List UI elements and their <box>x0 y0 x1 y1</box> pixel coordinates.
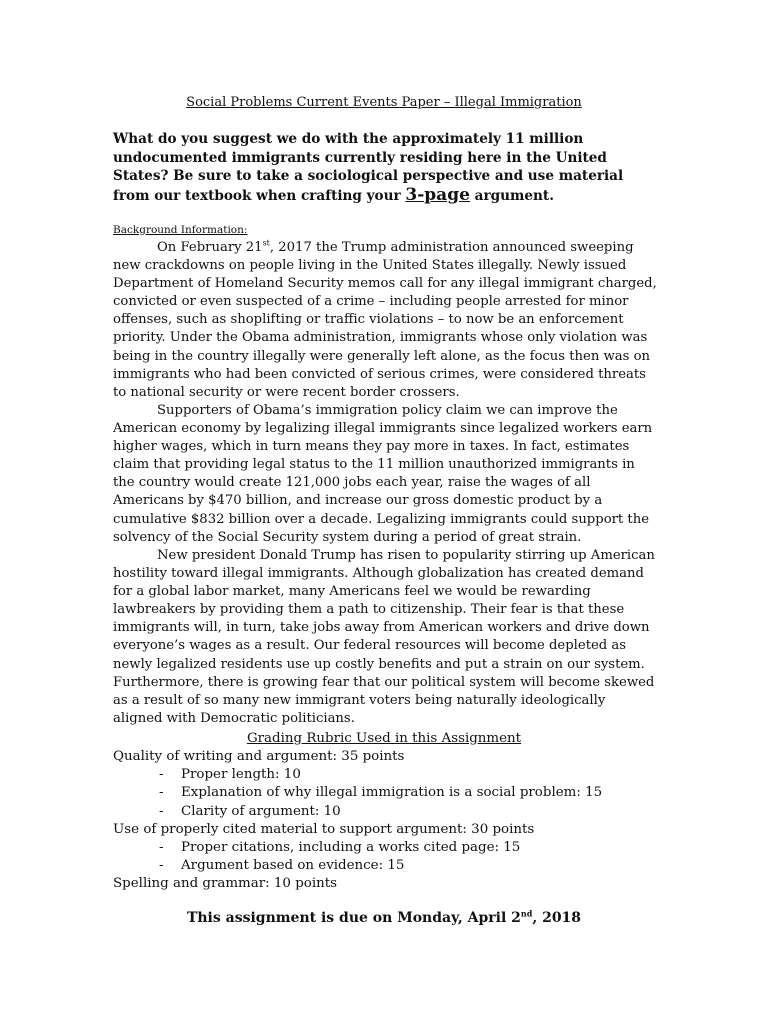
ordinal-suffix: nd <box>520 908 533 919</box>
assignment-prompt <box>113 130 653 205</box>
paragraph-2: Supporters of Obama’s immigration policy claim we can improve the American economy by legalizing illegal immigrants since legalized workers earn higher wages, which in turn means they pay more in taxes. In fact, estimates claim that providing legal status to the 11 million unauthorized immigrants in the country would create 121,000 jobs each year, raise the wages of all Americans by $470 billion, and increase our gross domestic product by a cumulative $832 billion over a decade. Legalizing immigrants could support the solvency of the Social Security system during a period of great strain. <box>113 403 653 545</box>
rubric-item: - Clarity of argument: 10 <box>159 803 341 819</box>
grading-rubric <box>113 748 673 894</box>
rubric-item: - Explanation of why illegal immigration is a social problem: 15 <box>159 785 603 801</box>
rubric-item: - Proper length: 10 <box>159 767 301 783</box>
rubric-item: - Proper citations, including a works cited page: 15 <box>159 840 521 856</box>
background-label: Background Information: <box>113 224 248 236</box>
rubric-category-spelling: Spelling and grammar: 10 points <box>113 876 337 892</box>
rubric-item: - Argument based on evidence: 15 <box>159 858 405 874</box>
ordinal-suffix: st <box>262 238 270 248</box>
rubric-category-quality: Quality of writing and argument: 35 points <box>113 749 405 764</box>
paragraph-1-rest: , 2017 the Trump administration announced sweeping new crackdowns on people living in the United States illegally. Newly issued Department of Homeland Security memos call for any illegal immigrant charged, convicted or even suspected of a crime – including people arrested for minor offenses, such as shoplifting or traffic violations – to now be an enforcement priority. Under the Obama administration, immigrants whose only violation was being in the country illegally were generally left alone, as the focus then was on immigrants who had been convicted of serious crimes, were considered threats to national security or were recent border crossers. <box>113 240 657 400</box>
document-title: Social Problems Current Events Paper – Illegal Immigration <box>186 95 582 110</box>
rubric-category-citations: Use of properly cited material to support argument: 30 points <box>113 821 535 837</box>
prompt-page-length: 3-page <box>405 184 470 205</box>
prompt-text: What do you suggest we do with the approximately 11 million undocumented immigrants currently residing here in the United States? Be sure to take a sociological perspective and use material from our textbook when crafting your <box>113 131 624 204</box>
prompt-text-end: argument. <box>469 187 554 204</box>
paragraph-1 <box>113 239 658 402</box>
paragraph-3: New president Donald Trump has risen to popularity stirring up American hostility toward illegal immigrants. Although globalization has created demand for a global labor market, many Americans feel we would be rewarding lawbreakers by providing them a path to citizenship. Their fear is that these immigrants will, in turn, take jobs away from American workers and drive down everyone’s wages as a result. Our federal resources will become depleted as newly legalized residents use up costly benefits and put a strain on our system. Furthermore, there is growing fear that our political system will become skewed as a result of so many new immigrant voters being naturally ideologically aligned with Democratic politicians. <box>113 548 655 726</box>
due-date: This assignment is due on Monday, April 2nd, 2018 <box>186 908 582 926</box>
rubric-title: Grading Rubric Used in this Assignment <box>246 731 522 746</box>
paragraph-1-start: On February 21 <box>157 240 263 255</box>
